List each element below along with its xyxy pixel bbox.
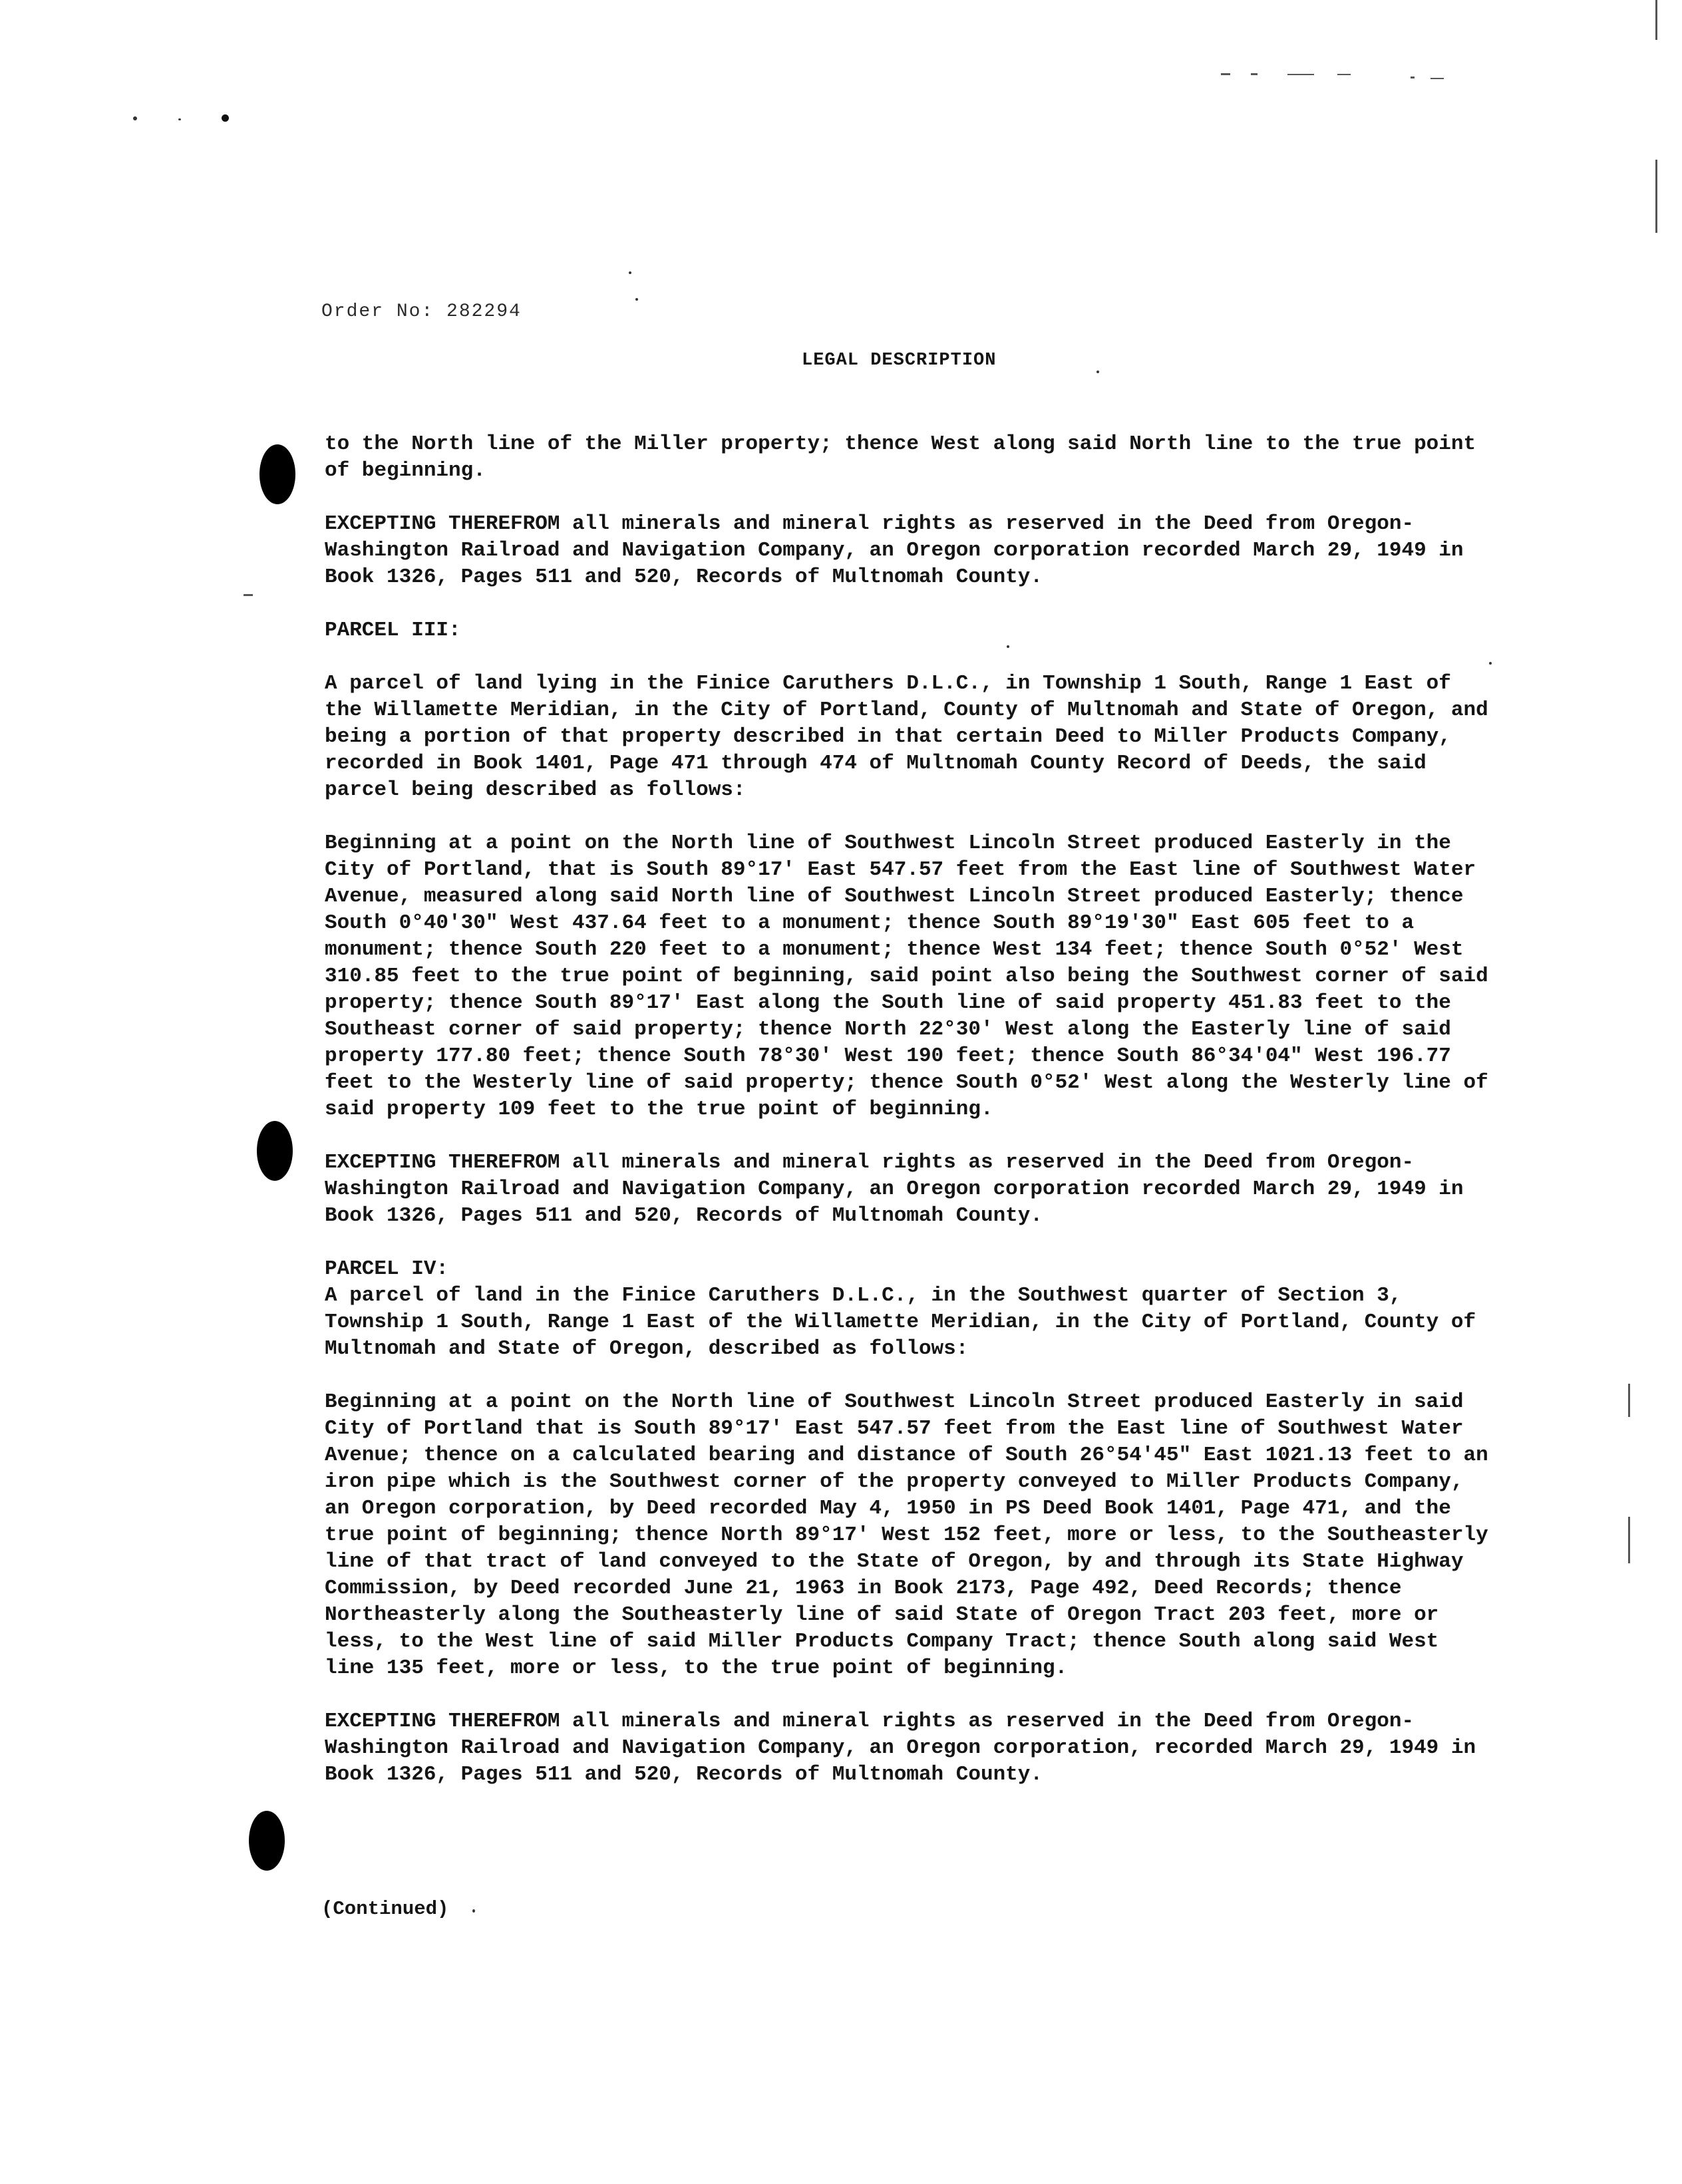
- scan-mark: [1628, 1517, 1630, 1563]
- scan-mark: [1655, 0, 1657, 40]
- scan-mark: [1411, 77, 1415, 78]
- scan-speck: [629, 271, 631, 274]
- scan-speck: [472, 1909, 475, 1913]
- parcel-heading: PARCEL IV:: [325, 1257, 449, 1281]
- binder-hole-punch: [259, 444, 295, 504]
- document-title: LEGAL DESCRIPTION: [802, 351, 997, 371]
- scan-mark: [1337, 74, 1351, 75]
- scan-mark: [1221, 73, 1230, 75]
- binder-hole-punch: [257, 1121, 293, 1181]
- scan-speck: [1096, 371, 1099, 373]
- scan-mark: [1430, 78, 1444, 79]
- paragraph-exception: EXCEPTING THEREFROM all minerals and mineral rights as reserved in the Deed from Oregon-Washington Railroad and Navigation Company, an Oregon corporation recorded March 29, 1949 in Book 1326, Pages 511 and 520, Records of Multnomah County.: [325, 1151, 1464, 1227]
- scan-speck: [222, 114, 229, 122]
- scan-speck: [635, 298, 638, 301]
- scan-speck: [1489, 662, 1492, 665]
- paragraph-parcel-description: A parcel of land lying in the Finice Caruthers D.L.C., in Township 1 South, Range 1 East of the Willamette Meridian, in the City of Portland, County of Multnomah and State of Oregon, and being a portion of that property described in that certain Deed to Miller Products Company, recorded in Book 1401, Page 471 through 474 of Multnomah County Record of Deeds, the said parcel being described as follows:: [325, 672, 1488, 802]
- scan-mark: [1287, 74, 1314, 75]
- legal-description-body: [325, 431, 1489, 1815]
- scan-mark: [1628, 1384, 1630, 1417]
- scan-mark: [1251, 73, 1258, 75]
- scan-mark: [244, 594, 253, 596]
- paragraph-exception: EXCEPTING THEREFROM all minerals and mineral rights as reserved in the Deed from Oregon-Washington Railroad and Navigation Company, an Oregon corporation, recorded March 29, 1949 in Book 1326, Pages 511 and 520, Records of Multnomah County.: [325, 1710, 1476, 1786]
- paragraph-metes-and-bounds: Beginning at a point on the North line of Southwest Lincoln Street produced Easterly in said City of Portland that is South 89°17' East 547.57 feet from the East line of Southwest Water Avenue; thence on a calculated bearing and distance of South 26°54'45" East 1021.13 feet to an iron pipe which is the Southwest corner of the property conveyed to Miller Products Company, an Oregon corporation, by Deed recorded May 4, 1950 in PS Deed Book 1401, Page 471, and the true point of beginning; thence North 89°17' West 152 feet, more or less, to the Southeasterly line of that tract of land conveyed to the State of Oregon, by and through its State Highway Commission, by Deed recorded June 21, 1963 in Book 2173, Page 492, Deed Records; thence Northeasterly along the Southeasterly line of said State of Oregon Tract 203 feet, more or less, to the West line of said Miller Products Company Tract; thence South along said West line 135 feet, more or less, to the true point of beginning.: [325, 1390, 1488, 1680]
- scan-speck: [178, 118, 181, 120]
- continued-note: (Continued): [321, 1898, 449, 1920]
- paragraph-metes-and-bounds: Beginning at a point on the North line of Southwest Lincoln Street produced Easterly in the City of Portland, that is South 89°17' East 547.57 feet from the East line of Southwest Water Avenue, measured along said North line of Southwest Lincoln Street produced Easterly; thence South 0°40'30" West 437.64 feet to a monument; thence South 89°19'30" East 605 feet to a monument; thence South 220 feet to a monument; thence West 134 feet; thence South 0°52' West 310.85 feet to the true point of beginning, said point also being the Southwest corner of said property; thence South 89°17' East along the South line of said property 451.83 feet to the Southeast corner of said property; thence North 22°30' West along the Easterly line of said property 177.80 feet; thence South 78°30' West 190 feet; thence South 86°34'04" West 196.77 feet to the Westerly line of said property; thence South 0°52' West along the Westerly line of said property 109 feet to the true point of beginning.: [325, 832, 1488, 1121]
- scan-speck: [133, 116, 137, 120]
- scan-mark: [1655, 160, 1657, 233]
- parcel-heading: PARCEL III:: [325, 619, 461, 642]
- binder-hole-punch: [249, 1811, 285, 1871]
- order-number: Order No: 282294: [321, 301, 522, 322]
- paragraph-continuation: to the North line of the Miller property; thence West along said North line to the true point of beginning.: [325, 432, 1476, 482]
- paragraph-exception: EXCEPTING THEREFROM all minerals and mineral rights as reserved in the Deed from Oregon-Washington Railroad and Navigation Company, an Oregon corporation recorded March 29, 1949 in Book 1326, Pages 511 and 520, Records of Multnomah County.: [325, 512, 1464, 589]
- paragraph-parcel-description: A parcel of land in the Finice Caruthers D.L.C., in the Southwest quarter of Section 3, Township 1 South, Range 1 East of the Willamette Meridian, in the City of Portland, County of Multnomah and State of Oregon, described as follows:: [325, 1284, 1476, 1360]
